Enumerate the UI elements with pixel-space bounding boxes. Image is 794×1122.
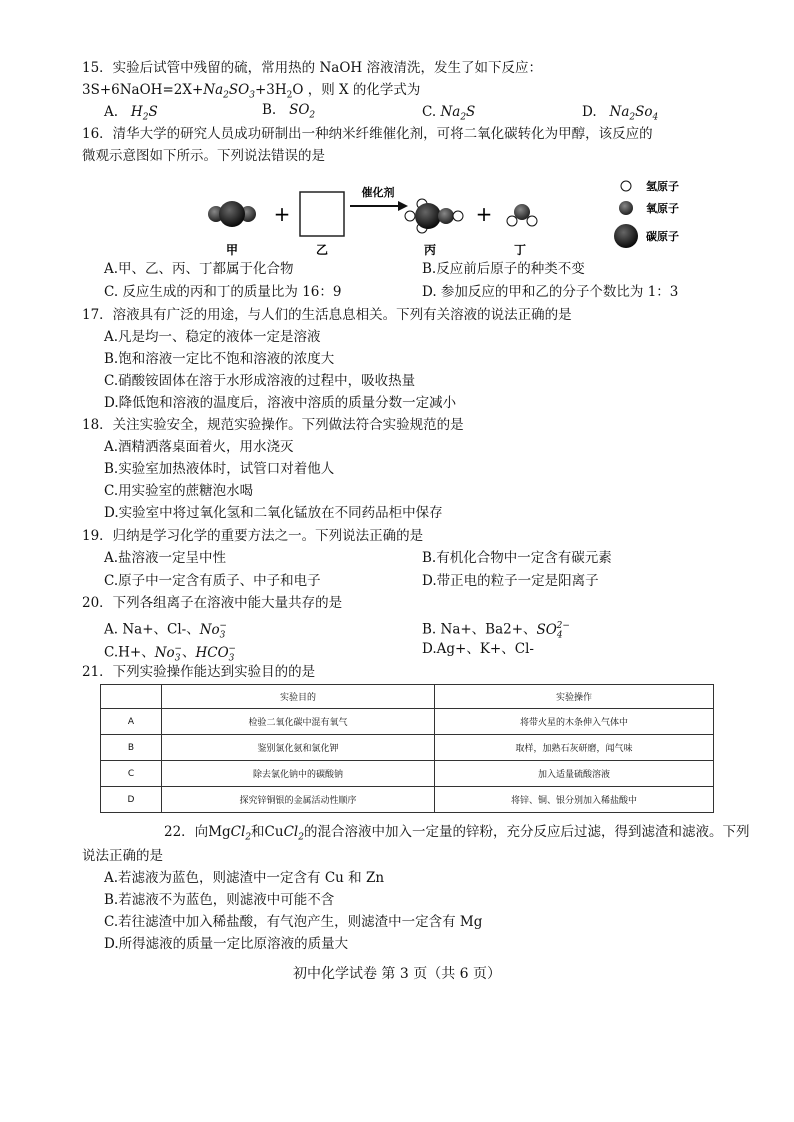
page-footer: 初中化学试卷 第 3 页（共 6 页） bbox=[292, 966, 502, 982]
label-bing: 丙 bbox=[423, 243, 437, 257]
table-row bbox=[101, 709, 714, 735]
legend-carbon-icon bbox=[614, 224, 638, 248]
table-cell: 取样，加熟石灰研磨，闻气味 bbox=[435, 735, 714, 761]
q19-stem: 19．归纳是学习化学的重要方法之一。下列说法正确的是 bbox=[82, 528, 424, 544]
q18-stem: 18．关注实验安全，规范实验操作。下列做法符合实验规范的是 bbox=[82, 417, 464, 433]
q15-equation: $3S+6NaOH=2X+Na_2SO_3+3H_2O$ ，则 X 的化学式为 bbox=[82, 82, 421, 101]
q18-option-c: C.用实验室的蔗糖泡水喝 bbox=[104, 483, 254, 499]
q16-option-d: D. 参加反应的甲和乙的分子个数比为 1：3 bbox=[422, 284, 679, 300]
q17-option-a: A.凡是均一、稳定的液体一定是溶液 bbox=[104, 329, 321, 345]
reaction-diagram bbox=[202, 176, 702, 266]
q15-option-c: C. $Na_2S$ bbox=[422, 104, 476, 123]
q20-option-a: A. Na+、Cl-、$No_3^-$ bbox=[104, 621, 227, 641]
catalyst-label: 催化剂 bbox=[361, 186, 395, 199]
table-cell: 除去氯化钠中的碳酸钠 bbox=[162, 761, 435, 787]
molecule-jia bbox=[208, 201, 256, 227]
q16-option-b: B.反应前后原子的种类不变 bbox=[422, 261, 585, 277]
table-cell: D bbox=[101, 787, 162, 813]
table-row bbox=[101, 735, 714, 761]
table-cell: A bbox=[101, 709, 162, 735]
q18-option-a: A.酒精洒落桌面着火，用水浇灭 bbox=[104, 439, 294, 455]
label-jia: 甲 bbox=[225, 243, 239, 257]
table-row bbox=[101, 761, 714, 787]
q16-option-a: A.甲、乙、丙、丁都属于化合物 bbox=[104, 261, 294, 277]
molecule-bing bbox=[405, 199, 463, 233]
table-cell: 鉴别氯化氨和氯化钾 bbox=[162, 735, 435, 761]
q22-option-b: B.若滤液不为蓝色，则滤液中可能不含 bbox=[104, 892, 335, 908]
q22-option-a: A.若滤液为蓝色，则滤渣中一定含有 Cu 和 Zn bbox=[104, 870, 385, 886]
q15-option-b: B. $SO_2$ bbox=[262, 102, 316, 121]
table-cell: 加入适量硫酸溶液 bbox=[435, 761, 714, 787]
table-row bbox=[101, 787, 714, 813]
label-ding: 丁 bbox=[513, 243, 527, 257]
legend-oxygen-icon bbox=[619, 201, 633, 215]
table-cell: 将锌、铜、银分别加入稀盐酸中 bbox=[435, 787, 714, 813]
legend-hydrogen-label: 氢原子 bbox=[646, 180, 679, 193]
q20-stem: 20．下列各组离子在溶液中能大量共存的是 bbox=[82, 595, 343, 611]
q22-option-d: D.所得滤液的质量一定比原溶液的质量大 bbox=[104, 936, 349, 952]
q18-option-d: D.实验室中将过氧化氢和二氧化锰放在不同药品柜中保存 bbox=[104, 505, 443, 521]
q20-option-d: D.Ag+、K+、Cl- bbox=[422, 641, 534, 657]
q16-stem-1: 16．清华大学的研究人员成功研制出一种纳米纤维催化剂，可将二氧化碳转化为甲醇，该反应的 bbox=[82, 126, 653, 142]
table-cell: 探究锌铜银的金属活动性顺序 bbox=[162, 787, 435, 813]
legend-carbon-label: 碳原子 bbox=[646, 230, 679, 243]
q16-option-c: C. 反应生成的丙和丁的质量比为 16：9 bbox=[104, 284, 342, 300]
table-cell: 检验二氧化碳中混有氧气 bbox=[162, 709, 435, 735]
q15-option-d: D. $Na_2So_4$ bbox=[582, 104, 659, 123]
table-header-cell bbox=[101, 685, 162, 709]
table-header-cell: 实验目的 bbox=[162, 685, 435, 709]
table-header-row bbox=[101, 685, 714, 709]
q22-stem-2: 说法正确的是 bbox=[82, 848, 163, 864]
q17-option-c: C.硝酸铵固体在溶于水形成溶液的过程中，吸收热量 bbox=[104, 373, 416, 389]
molecule-ding bbox=[507, 204, 537, 226]
table-cell: C bbox=[101, 761, 162, 787]
table-header-cell: 实验操作 bbox=[435, 685, 714, 709]
q19-option-b: B.有机化合物中一定含有碳元素 bbox=[422, 550, 612, 566]
q17-option-b: B.饱和溶液一定比不饱和溶液的浓度大 bbox=[104, 351, 335, 367]
legend-oxygen-label: 氧原子 bbox=[646, 202, 679, 215]
legend-hydrogen-icon bbox=[621, 181, 631, 191]
q22-stem-1: 22．向MgCl$_2$和CuCl$_2$的混合溶液中加入一定量的锌粉，充分反应后过滤，得到滤渣和滤液。下列 bbox=[164, 824, 750, 843]
na2so3-formula: $Na_2SO_3$ bbox=[203, 82, 255, 101]
table-cell: 将带火星的木条伸入气体中 bbox=[435, 709, 714, 735]
q21-stem: 21．下列实验操作能达到实验目的的是 bbox=[82, 664, 316, 680]
q19-option-a: A.盐溶液一定呈中性 bbox=[104, 550, 227, 566]
q15-option-a: A. $H_2S$ bbox=[104, 104, 158, 123]
q18-option-b: B.实验室加热液体时，试管口对着他人 bbox=[104, 461, 335, 477]
molecule-yi-box bbox=[300, 192, 344, 236]
q20-option-b: B. Na+、Ba2+、$SO_4^{2-}$ bbox=[422, 621, 570, 641]
q22-option-c: C.若往滤渣中加入稀盐酸，有气泡产生，则滤渣中一定含有 Mg bbox=[104, 914, 483, 930]
q15-stem: 15．实验后试管中残留的硫，常用热的 NaOH 溶液清洗，发生了如下反应： bbox=[82, 60, 542, 76]
q17-stem: 17．溶液具有广泛的用途，与人们的生活息息相关。下列有关溶液的说法正确的是 bbox=[82, 307, 572, 323]
label-yi: 乙 bbox=[315, 243, 329, 257]
q16-stem-2: 微观示意图如下所示。下列说法错误的是 bbox=[82, 148, 325, 164]
q20-option-c: C.H+、$No_3^-$、$HCO_3^-$ bbox=[104, 644, 236, 664]
experiment-table bbox=[100, 684, 714, 813]
q19-option-c: C.原子中一定含有质子、中子和电子 bbox=[104, 573, 321, 589]
plus-sign: + bbox=[273, 202, 291, 226]
plus-sign-2: + bbox=[475, 202, 493, 226]
q17-option-d: D.降低饱和溶液的温度后，溶液中溶质的质量分数一定减小 bbox=[104, 395, 457, 411]
q19-option-d: D.带正电的粒子一定是阳离子 bbox=[422, 573, 599, 589]
table-cell: B bbox=[101, 735, 162, 761]
